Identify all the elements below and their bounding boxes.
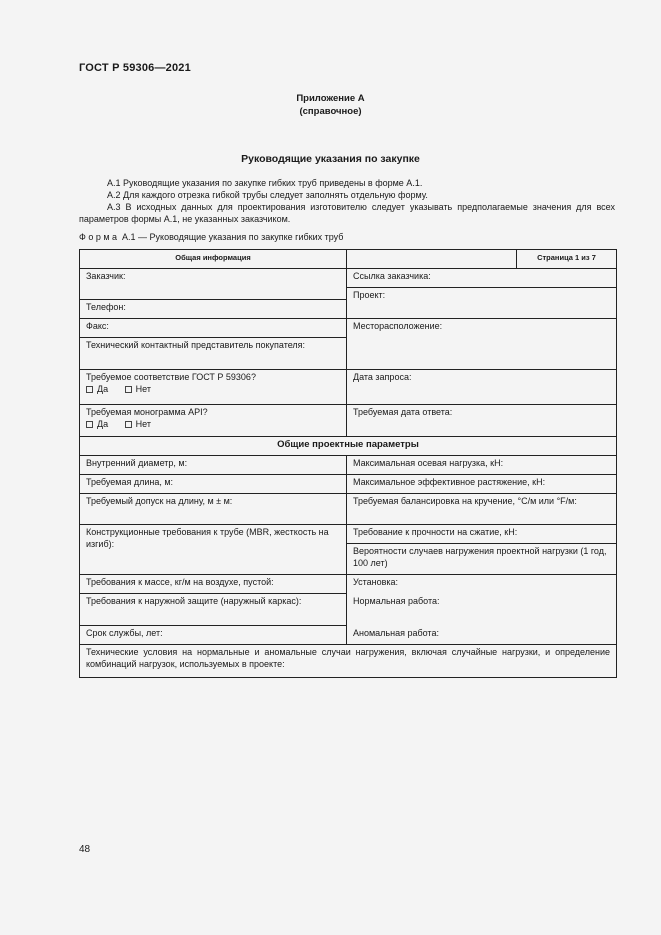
response-date-field[interactable]: Требуемая дата ответа: xyxy=(347,405,617,437)
compliance-options xyxy=(86,384,340,396)
tech-conditions-field[interactable]: Технические условия на нормальные и аномальные случаи нагружения, включая случайные нагрузки, и определение комбинаций нагрузок, используемых в проекте: xyxy=(80,645,617,678)
normal-op-field[interactable]: Нормальная работа: xyxy=(353,596,440,606)
option-no-label: Нет xyxy=(135,383,151,394)
checkbox-icon[interactable] xyxy=(86,386,93,393)
header-page-count: Страница 1 из 7 xyxy=(517,250,617,269)
checkbox-icon[interactable] xyxy=(125,386,132,393)
paragraph-a3: А.3 В исходных данных для проектирования изготовителю следует указывать предполагаемые значения для всех параметров формы А.1, не указанных заказчиком. xyxy=(79,202,615,224)
api-yes-option[interactable] xyxy=(86,419,108,429)
form-caption-prefix: Форма xyxy=(79,232,120,242)
option-yes-label: Да xyxy=(97,383,109,394)
installation-field[interactable]: Установка: xyxy=(353,577,399,587)
form-caption-text: А.1 — Руководящие указания по закупке гибких труб xyxy=(119,232,344,242)
appendix-heading xyxy=(0,92,661,118)
fax-field[interactable]: Факс: xyxy=(80,319,347,338)
api-monogram-label: Требуемая монограмма API? xyxy=(86,407,208,417)
option-no-label: Нет xyxy=(135,418,151,429)
appendix-title: Приложение А xyxy=(296,93,365,104)
inner-diameter-field[interactable]: Внутренний диаметр, м: xyxy=(80,456,347,475)
tech-contact-field[interactable]: Технический контактный представитель покупателя: xyxy=(80,338,347,370)
form-caption xyxy=(79,232,343,242)
max-axial-load-field[interactable]: Максимальная осевая нагрузка, кН: xyxy=(347,456,617,475)
header-general-info: Общая информация xyxy=(80,250,347,269)
section-title: Руководящие указания по закупке xyxy=(241,153,420,165)
compliance-label: Требуемое соответствие ГОСТ Р 59306? xyxy=(86,372,256,382)
compliance-no-option[interactable] xyxy=(125,384,151,394)
length-field[interactable]: Требуемая длина, м: xyxy=(80,475,347,494)
abnormal-op-field[interactable]: Аномальная работа: xyxy=(353,628,439,638)
mass-req-field[interactable]: Требования к массе, кг/м на воздухе, пустой: xyxy=(80,575,347,594)
page-number: 48 xyxy=(79,844,91,855)
customer-field[interactable]: Заказчик: xyxy=(80,269,347,300)
checkbox-icon[interactable] xyxy=(86,421,93,428)
load-probability-field[interactable]: Вероятности случаев нагружения проектной нагрузки (1 год, 100 лет) xyxy=(347,544,617,575)
procurement-form-table xyxy=(79,249,617,678)
load-cases-cell xyxy=(347,575,617,645)
crush-strength-field[interactable]: Требование к прочности на сжатие, кН: xyxy=(347,525,617,544)
api-monogram-options xyxy=(86,419,340,431)
standard-number: ГОСТ Р 59306—2021 xyxy=(79,62,191,74)
appendix-subtitle: (справочное) xyxy=(299,106,362,117)
project-field[interactable]: Проект: xyxy=(347,288,617,319)
paragraph-a2: А.2 Для каждого отрезка гибкой трубы следует заполнять отдельную форму. xyxy=(107,190,428,200)
location-field[interactable]: Месторасположение: xyxy=(347,319,617,370)
request-date-field[interactable]: Дата запроса: xyxy=(347,370,617,405)
compliance-field xyxy=(80,370,347,405)
compliance-yes-option[interactable] xyxy=(86,384,108,394)
checkbox-icon[interactable] xyxy=(125,421,132,428)
api-no-option[interactable] xyxy=(125,419,151,429)
service-life-field[interactable]: Срок службы, лет: xyxy=(80,626,347,645)
structural-req-field[interactable]: Конструкционные требования к трубе (MBR, жесткость на изгиб): xyxy=(80,525,347,575)
length-tolerance-field[interactable]: Требуемый допуск на длину, м ± м: xyxy=(80,494,347,525)
torsion-balance-field[interactable]: Требуемая балансировка на кручение, °С/м или °F/м: xyxy=(347,494,617,525)
general-params-heading: Общие проектные параметры xyxy=(80,437,617,456)
option-yes-label: Да xyxy=(97,418,109,429)
header-blank xyxy=(347,250,517,269)
api-monogram-field xyxy=(80,405,347,437)
phone-field[interactable]: Телефон: xyxy=(80,300,347,319)
paragraph-a1: А.1 Руководящие указания по закупке гибких труб приведены в форме А.1. xyxy=(107,178,423,188)
max-eff-tension-field[interactable]: Максимальное эффективное растяжение, кН: xyxy=(347,475,617,494)
customer-ref-field[interactable]: Ссылка заказчика: xyxy=(347,269,617,288)
ext-protection-field[interactable]: Требования к наружной защите (наружный каркас): xyxy=(80,594,347,626)
